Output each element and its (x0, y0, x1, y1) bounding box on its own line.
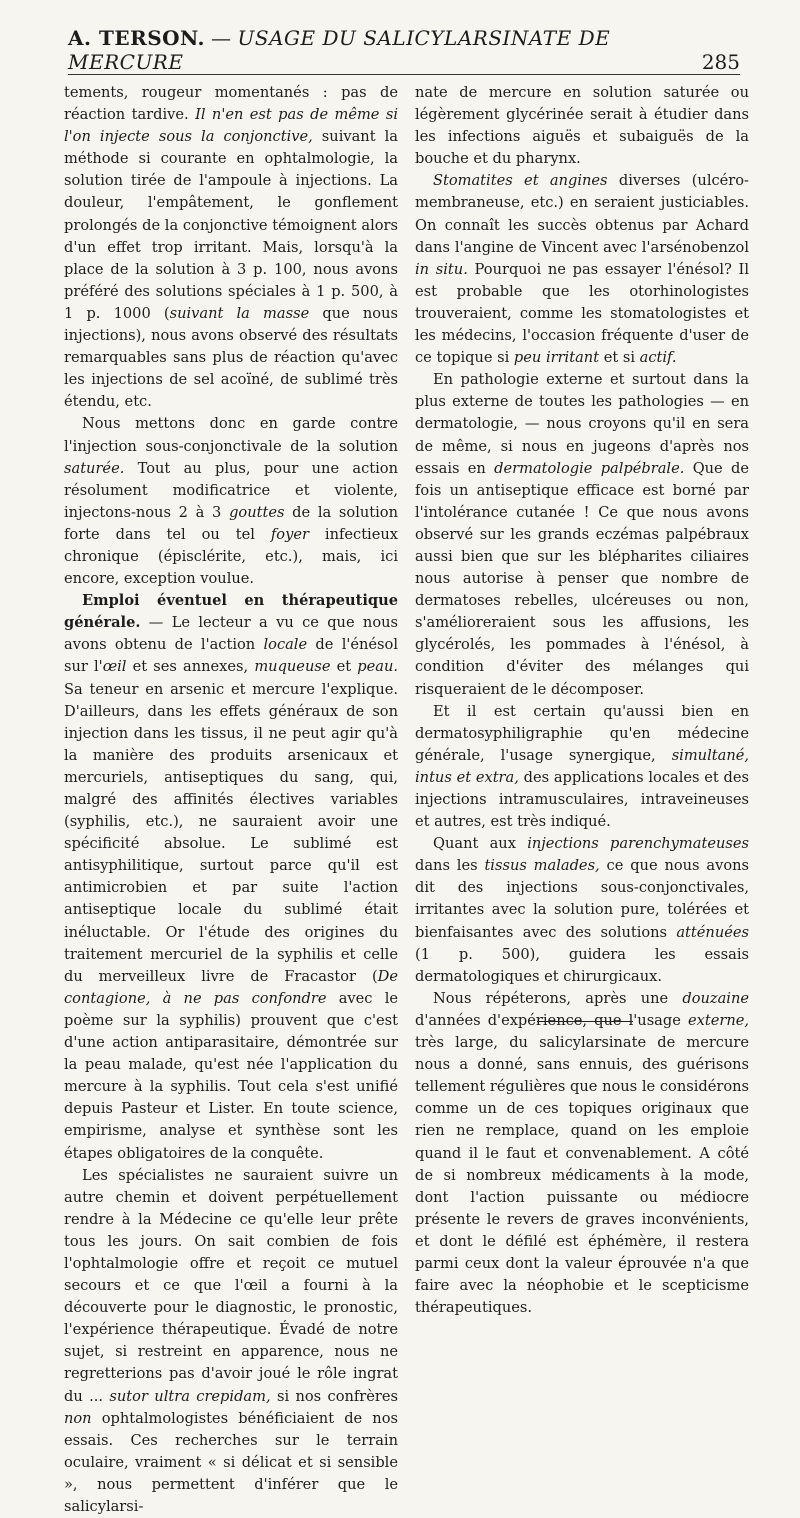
italic-run: sutor ultra crepidam, (109, 1387, 271, 1405)
paragraph (415, 988, 749, 1319)
italic-run: muqueuse (254, 658, 331, 676)
italic-run: suivant la masse (169, 304, 310, 322)
text-run: diverses (ulcéro-membraneuse, etc.) en seraient justiciables. On connaît les succès obtenus par Achard dans l'angine de Vincent avec l'arsénobenzol (415, 172, 749, 256)
paragraph (64, 82, 398, 413)
text-run: Les spécialistes ne sauraient suivre un autre chemin et doivent perpétuellement rendre à la Médecine ce qu'elle leur prête tous les jours. On sait combien de fois l'ophtalmologie offre et reçoit ce mutuel secours et ce que l'œil a fourni à la découverte pour le diagnostic, le pronostic, l'expérience thérapeutique. Évadé de notre sujet, si restreint en apparence, nous ne regretterions pas d'avoir joué le rôle ingrat du ... (64, 1166, 398, 1405)
left-column (64, 82, 398, 1518)
italic-run: douzaine (682, 989, 749, 1007)
italic-run: foyer (270, 525, 309, 543)
text-run: Tout au plus, pour une action résolument modificatrice et violente, injectons-nous 2 à 3 (64, 459, 398, 521)
text-run: et (330, 658, 358, 676)
text-run: Nous mettons donc en garde contre l'injection sous-conjonctivale de la solution (64, 415, 398, 455)
paragraph (415, 82, 749, 170)
paragraph (415, 369, 749, 700)
text-run: nate de mercure en solution saturée ou légèrement glycérinée serait à étudier dans les infections aiguës et subaiguës de la bouche et du pharynx. (415, 84, 749, 168)
italic-run: dermatologie palpébrale. (494, 459, 685, 477)
paragraph (415, 170, 749, 369)
text-run: (1 p. 500), guidera les essais dermatologiques et chirurgicaux. (415, 945, 749, 985)
text-run: de la solution forte dans tel ou tel (64, 503, 398, 543)
text-run: dans les (415, 857, 485, 875)
text-run: suivant la méthode si courante en ophtalmologie, la solution tirée de l'ampoule à injections. La douleur, l'empâtement, le gonflement prolongés de la conjonctive témoignent alors d'un effet trop irritant. Mais, lorsqu'à la place de la solution à 3 p. 100, nous avons préféré des solutions spéciales à 1 p. 500, à 1 p. 1000 ( (64, 128, 398, 322)
italic-run: saturée. (64, 459, 125, 477)
italic-run: De contagione, à ne pas confondre (64, 967, 398, 1007)
italic-run: simultané, intus et extra, (415, 746, 749, 786)
italic-run: atténuées (676, 923, 749, 941)
running-title (68, 26, 702, 74)
text-run: que nous injections), nous avons observé des résultats remarquables sans plus de réaction qu'avec les injections de sel acoïné, de sublimé très étendu, etc. (64, 304, 398, 411)
paragraph (64, 1165, 398, 1518)
section-heading: Emploi éventuel en thérapeutique générale. (64, 592, 398, 632)
page-number: 285 (701, 50, 740, 74)
italic-run: œil (102, 658, 127, 676)
end-rule (537, 1021, 633, 1022)
text-run: et ses annexes, (126, 658, 255, 676)
text-run: Que de fois un antiseptique efficace est borné par l'intolérance cutanée ! Ce que nous avons observé sur les grands eczémas palpébraux aussi bien que sur les blépharites ciliaires nous autorise à penser que nombre de dermatoses rebelles, ulcéreuses ou non, s'amélioreraient sous les affusions, les glycérolés, les pommades à l'énésol, à condition d'éviter des mélanges qui risqueraient de le décomposer. (415, 459, 749, 698)
text-run: avec le poème sur la syphilis) prouvent que c'est d'une action antiparasitaire, démontrée sur la peau malade, qu'est née l'application du mercure à la syphilis. Tout cela s'est unifié depuis Pasteur et Lister. En toute science, empirisme, analyse et synthèse sont les étapes obligatoires de la conquête. (64, 989, 398, 1162)
italic-run: non (64, 1409, 92, 1427)
text-run: — Le lecteur a vu ce que nous avons obtenu de l'action (64, 614, 398, 654)
italic-run: actif. (639, 349, 677, 367)
italic-run: peau. (357, 658, 398, 676)
paragraph (415, 701, 749, 834)
paragraph (415, 833, 749, 988)
text-run: En pathologie externe et surtout dans la plus externe de toutes les pathologies — en dermatologie, — nous croyons qu'il en sera de même, si nous en jugeons d'après nos essais en (415, 371, 749, 477)
italic-run: peu irritant (513, 349, 600, 367)
text-run: des applications locales et des injections intramusculaires, intraveineuses et autres, est très indiqué. (415, 768, 749, 831)
italic-run: injections parenchymateuses (527, 835, 749, 853)
italic-run: externe, (687, 1011, 749, 1029)
text-run: ce que nous avons dit des injections sous-conjonctivales, irritantes avec la solution pure, tolérées et bienfaisantes avec des solutions (415, 857, 749, 941)
text-run: infectieux chronique (épisclérite, etc.), mais, ici encore, exception voulue. (64, 525, 398, 588)
text-run: et si (599, 349, 640, 367)
italic-run: gouttes (229, 503, 285, 521)
italic-run: Stomatites et angines (433, 172, 608, 190)
text-run: d'années d'expérience, que l'usage (415, 1011, 688, 1029)
header-author: A. TERSON. (68, 26, 206, 50)
italic-run: Il n'en est pas de même si l'on injecte sous la conjonctive, (64, 106, 398, 146)
text-run: de l'énésol sur l' (64, 636, 398, 676)
header-dash: — (211, 26, 232, 50)
italic-run: in situ. (415, 260, 468, 278)
text-run: ophtalmologistes bénéficiaient de nos essais. Ces recherches sur le terrain oculaire, vraiment « si délicat et si sensible », nous permettent d'inférer que le salicylarsi- (64, 1409, 398, 1515)
paragraph (64, 413, 398, 590)
header-title: USAGE DU SALICYLARSINATE DE MERCURE (68, 26, 611, 74)
text-run: Sa teneur en arsenic et mercure l'explique. D'ailleurs, dans les effets généraux de son injection dans les tissus, il ne peut agir qu'à la manière des produits arsenicaux et mercuriels, antiseptiques du sang, qui, malgré des affinités électives variables (syphilis, etc.), ne sauraient avoir une spécificité absolue. Le sublimé est antisyphilitique, surtout parce qu'il est antimicrobien et par suite l'action antiseptique locale du sublimé était inéluctable. Or l'étude des origines du traitement mercuriel de la syphilis et celle du merveilleux livre de Fracastor ( (64, 680, 398, 985)
text-run: très large, du salicylarsinate de mercure nous a donné, sans ennuis, des guérisons tellement régulières que nous le considérons comme un de ces topiques originaux que rien ne remplace, quand on les emploie quand il le faut et convenablement. A côté de si nombreux médicaments à la mode, dont l'action puissante ou médiocre présente le revers de graves inconvénients, et dont le défilé est éphémère, il restera parmi ceux dont la valeur éprouvée n'a que faire avec la néophobie et le scepticisme thérapeutiques. (415, 1034, 749, 1317)
italic-run: tissus malades, (484, 857, 600, 875)
italic-run: locale (263, 636, 308, 654)
running-header (68, 26, 740, 75)
paragraph (64, 590, 398, 1164)
text-run: si nos confrères (270, 1387, 399, 1405)
right-column (415, 82, 749, 1319)
text-run: tements, rougeur momentanés : pas de réaction tardive. (64, 84, 398, 124)
text-run: Pourquoi ne pas essayer l'énésol? Il est probable que les otorhinologistes trouveraient, comme les stomatologistes et les médecins, l'occasion fréquente d'user de ce topique si (415, 260, 749, 367)
text-run: Quant aux (433, 835, 528, 853)
text-run: Nous répéterons, après une (433, 989, 683, 1007)
text-run: Et il est certain qu'aussi bien en dermatosyphiligraphie qu'en médecine générale, l'usage synergique, (415, 702, 749, 764)
